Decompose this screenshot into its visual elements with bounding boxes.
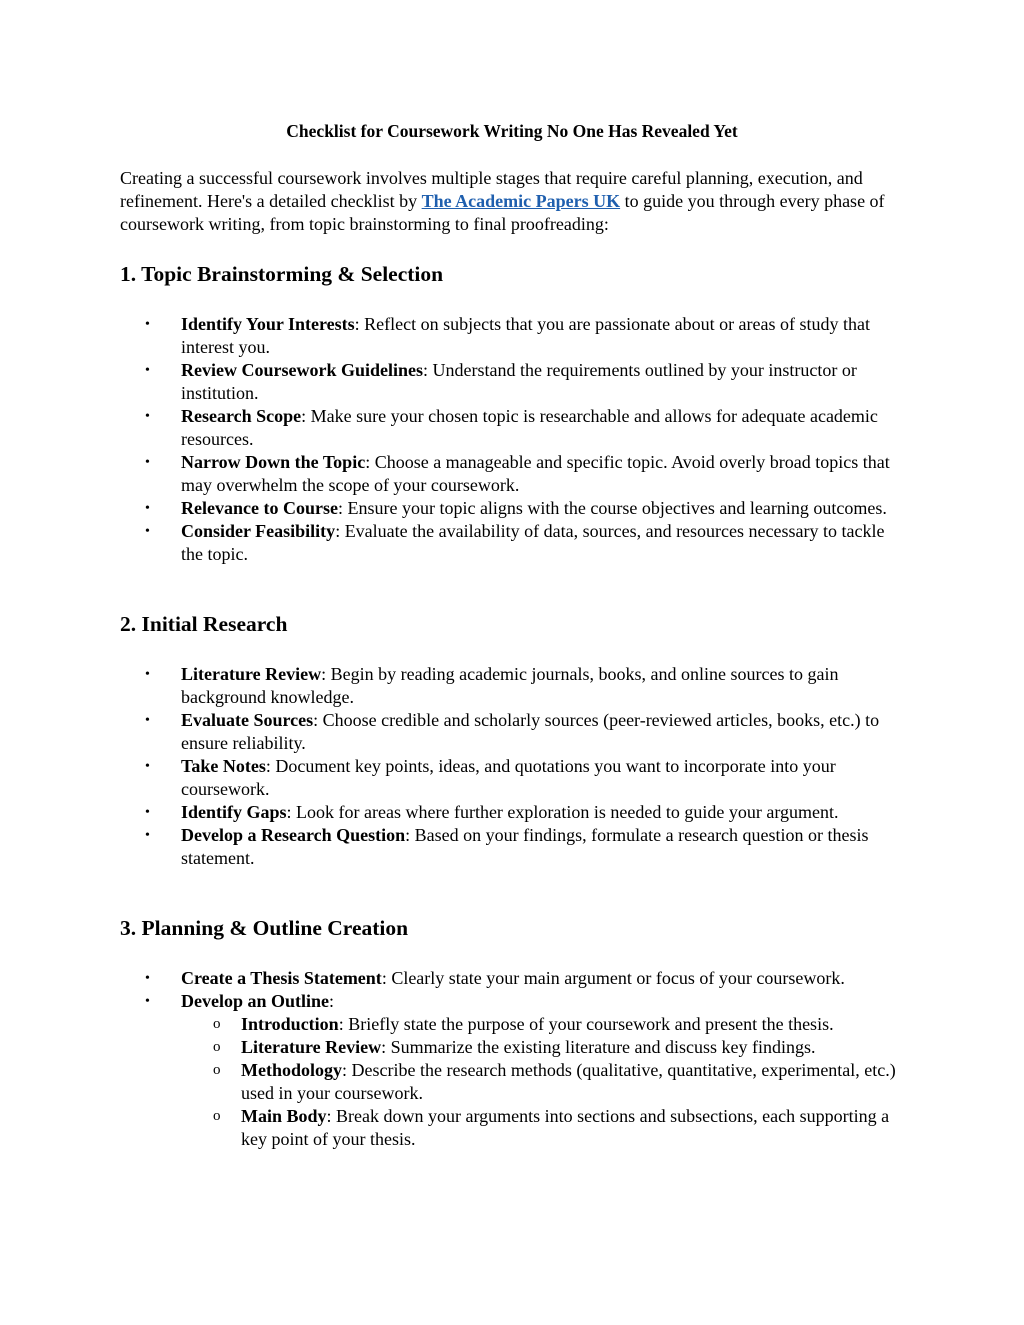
item-term: Develop a Research Question	[181, 825, 406, 845]
intro-text-before: Creating a successful coursework involves multiple stages that require careful planning, execution, and refinement. Here's a detailed checklist by	[120, 168, 863, 211]
list-item	[120, 755, 910, 801]
section-topic-brainstorming	[120, 260, 910, 566]
sub-list-item	[120, 1036, 910, 1059]
sub-list-item	[120, 1059, 910, 1105]
list-item	[120, 709, 910, 755]
list-item	[120, 801, 910, 824]
item-term: Identify Your Interests	[181, 314, 355, 334]
item-text: : Begin by reading academic journals, books, and online sources to gain background knowledge.	[181, 664, 839, 707]
bullet-icon: •	[145, 759, 150, 774]
item-term: Consider Feasibility	[181, 521, 336, 541]
document-title: Checklist for Coursework Writing No One Has Revealed Yet	[286, 121, 738, 141]
item-term: Literature Review	[241, 1037, 382, 1057]
list-item	[120, 990, 910, 1151]
section-heading: 2. Initial Research	[120, 612, 288, 636]
item-term: Literature Review	[181, 664, 322, 684]
bullet-icon: •	[145, 409, 150, 424]
list-item	[120, 967, 910, 990]
bullet-icon: •	[145, 994, 150, 1009]
bullet-list	[120, 967, 910, 1151]
bullet-icon: •	[145, 805, 150, 820]
item-term: Create a Thesis Statement	[181, 968, 382, 988]
circle-bullet-icon: o	[213, 1039, 221, 1055]
bullet-icon: •	[145, 317, 150, 332]
bullet-list	[120, 663, 910, 870]
item-text: : Look for areas where further exploration is needed to guide your argument.	[286, 802, 839, 822]
item-term: Research Scope	[181, 406, 302, 426]
item-term: Develop an Outline	[181, 991, 330, 1011]
item-text: : Reflect on subjects that you are passionate about or areas of study that interest you.	[181, 314, 871, 357]
list-item	[120, 663, 910, 709]
item-text: : Make sure your chosen topic is researchable and allows for adequate academic resources.	[181, 406, 878, 449]
section-heading: 1. Topic Brainstorming & Selection	[120, 262, 444, 286]
item-text: : Break down your arguments into sections and subsections, each supporting a key point of your thesis.	[241, 1106, 890, 1149]
item-term: Take Notes	[181, 756, 266, 776]
sub-list-item	[120, 1013, 910, 1036]
section-heading: 3. Planning & Outline Creation	[120, 916, 409, 940]
bullet-icon: •	[145, 971, 150, 986]
bullet-icon: •	[145, 501, 150, 516]
item-term: Methodology	[241, 1060, 342, 1080]
item-text: : Based on your findings, formulate a research question or thesis statement.	[181, 825, 869, 868]
item-term: Relevance to Course	[181, 498, 338, 518]
list-item	[120, 359, 910, 405]
academic-papers-link[interactable]: The Academic Papers UK	[421, 191, 621, 211]
intro-text-after: to guide you through every phase of coursework writing, from topic brainstorming to final proofreading:	[120, 191, 885, 234]
item-text: : Choose credible and scholarly sources (peer-reviewed articles, books, etc.) to ensure reliability.	[181, 710, 880, 753]
item-term: Introduction	[241, 1014, 339, 1034]
bullet-icon: •	[145, 667, 150, 682]
list-item	[120, 824, 910, 870]
circle-bullet-icon: o	[213, 1108, 221, 1124]
intro-paragraph	[120, 167, 910, 236]
bullet-icon: •	[145, 828, 150, 843]
item-term: Narrow Down the Topic	[181, 452, 366, 472]
item-text: : Ensure your topic aligns with the course objectives and learning outcomes.	[337, 498, 887, 518]
section-planning-outline	[120, 914, 910, 1151]
list-item	[120, 405, 910, 451]
item-text: : Briefly state the purpose of your coursework and present the thesis.	[338, 1014, 834, 1034]
section-initial-research	[120, 610, 910, 870]
sub-bullet-list	[181, 1013, 910, 1151]
item-text: : Summarize the existing literature and discuss key findings.	[381, 1037, 816, 1057]
item-term: Evaluate Sources	[181, 710, 314, 730]
item-term: Review Coursework Guidelines	[181, 360, 423, 380]
item-text: : Understand the requirements outlined by your instructor or institution.	[181, 360, 857, 403]
item-term: Main Body	[241, 1106, 327, 1126]
bullet-icon: •	[145, 713, 150, 728]
sub-list-item	[120, 1105, 910, 1151]
item-text: :	[329, 991, 335, 1011]
bullet-icon: •	[145, 363, 150, 378]
item-text: : Evaluate the availability of data, sources, and resources necessary to tackle the topic.	[181, 521, 885, 564]
list-item	[120, 451, 910, 497]
bullet-icon: •	[145, 524, 150, 539]
circle-bullet-icon: o	[213, 1062, 221, 1078]
list-item	[120, 497, 910, 520]
item-text: : Clearly state your main argument or focus of your coursework.	[381, 968, 845, 988]
item-text: : Describe the research methods (qualitative, quantitative, experimental, etc.) used in your coursework.	[241, 1060, 896, 1103]
item-term: Identify Gaps	[181, 802, 287, 822]
list-item	[120, 520, 910, 566]
item-text: : Choose a manageable and specific topic. Avoid overly broad topics that may overwhelm the scope of your coursework.	[181, 452, 890, 495]
bullet-list	[120, 313, 910, 566]
list-item	[120, 313, 910, 359]
circle-bullet-icon: o	[213, 1016, 221, 1032]
item-text: : Document key points, ideas, and quotations you want to incorporate into your coursework.	[181, 756, 836, 799]
bullet-icon: •	[145, 455, 150, 470]
